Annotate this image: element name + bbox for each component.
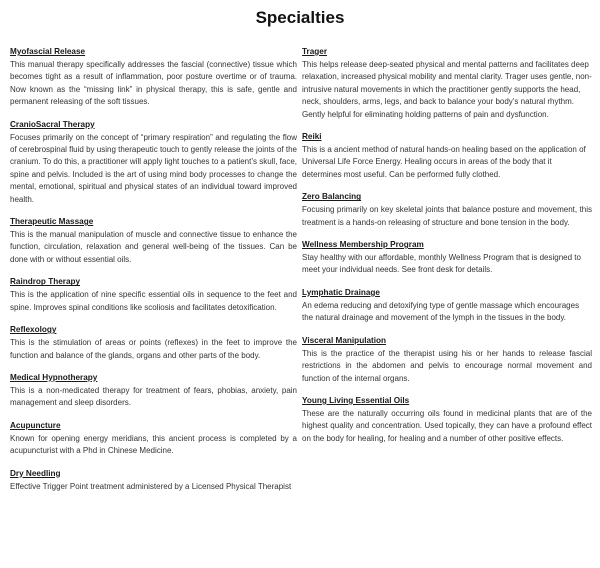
specialty-title: Trager	[302, 47, 328, 56]
specialty-lymphatic-drainage	[302, 287, 592, 325]
specialty-visceral-manipulation	[302, 335, 592, 385]
specialty-description: This is the manual manipulation of muscle and connective tissue to enhance the function, circulation, relaxation and general well-being of the tissues. Can be done with or without essential oils.	[10, 230, 297, 264]
specialty-title: Therapeutic Massage	[10, 217, 94, 227]
specialty-description: This is the application of nine specific essential oils in sequence to the feet and spine. Improves spinal conditions like scoliosis and facilitates detoxification.	[10, 290, 297, 312]
specialty-description: This manual therapy specifically addresses the fascial (connective) tissue which becomes tight as a result of inflammation, poor posture overtime or of trauma. Now known as the “missing link” in physical therapy, this is safe, gentle and permanent releasing of the soft tissues.	[10, 60, 297, 107]
specialty-description: Stay healthy with our affordable, monthly Wellness Program that is designed to meet your individual needs. See front desk for details.	[302, 253, 581, 275]
specialty-reiki	[302, 131, 592, 181]
specialty-dry-needling	[10, 468, 297, 493]
specialty-title: Raindrop Therapy	[10, 277, 81, 287]
specialty-title: Young Living Essential Oils	[302, 395, 410, 405]
specialty-reflexology	[10, 324, 297, 362]
specialty-description: This helps release deep-seated physical and mental patterns and facilitates deep relaxation, increased physical mobility and mental clarity. Trager uses gentle, non-intrusive natural movements in which the practitioner gently supports the head, neck, shoulders, arms, legs, and back to balance your body’s natural rhythm. Gently helpful for eliminating holding patterns of pain and dysfunction.	[302, 60, 592, 119]
specialty-description: This is a non-medicated therapy for treatment of fears, phobias, anxiety, pain management and sleep disorders.	[10, 385, 297, 408]
specialty-title: CranioSacral Therapy	[10, 119, 95, 129]
specialty-description: Focuses primarily on the concept of “primary respiration” and regulating the flow of cerebrospinal fluid by using therapeutic touch to gently release the joints of the cranium. To do this, a practitioner will apply light touches to a patient’s skull, face, spine and pelvis. Included is the art of using mind body processes to change the mental, emotional, spiritual and physical states of an individual toward improved health.	[10, 132, 297, 204]
specialty-title: Acupuncture	[10, 420, 61, 430]
specialty-zero-balancing	[302, 191, 592, 229]
specialty-title: Dry Needling	[10, 468, 61, 478]
specialty-raindrop-therapy	[10, 276, 297, 314]
specialty-description: Known for opening energy meridians, this ancient process is completed by a acupuncturist with a Phd in Chinese Medicine.	[10, 433, 297, 456]
specialty-therapeutic-massage	[10, 216, 297, 266]
page-title: Specialties	[255, 8, 345, 27]
specialty-young-living-essential-oils	[302, 395, 592, 445]
specialty-title: Medical Hypnotherapy	[10, 372, 98, 382]
specialty-medical-hypnotherapy	[10, 372, 297, 410]
specialty-description: This is the practice of the therapist using his or her hands to release fascial restrictions in the abdomen and pelvis to encourage normal movement and function of the internal organs.	[302, 348, 592, 383]
specialty-acupuncture	[10, 420, 297, 458]
specialty-title: Zero Balancing	[302, 192, 362, 202]
specialty-myofascial-release	[10, 46, 297, 109]
specialty-wellness-membership-program	[302, 239, 592, 277]
specialty-title: Reflexology	[10, 325, 57, 335]
specialty-description: This is a ancient method of natural hands-on healing based on the application of Universal Life Force Energy. Healing occurs in areas of the body that it determines most useful. Can be performed fully clothed.	[302, 145, 586, 179]
specialty-description: An edema reducing and detoxifying type of gentle massage which encourages the natural drainage and movement of the lymph in the tissues in the body.	[302, 300, 580, 323]
specialty-craniosacral-therapy	[10, 119, 297, 206]
left-column	[10, 46, 297, 503]
specialty-title: Reiki	[302, 132, 322, 142]
specialty-description: Effective Trigger Point treatment administered by a Licensed Physical Therapist	[10, 481, 292, 491]
right-column	[302, 46, 592, 455]
specialty-description: These are the naturally occurring oils found in medicinal plants that are of the highest quality and concentration. Used topically, they can have a profound effect on the body for healing, for healing and a number of other positive effects.	[302, 408, 592, 443]
specialty-description: This is the stimulation of areas or points (reflexes) in the feet to improve the function and balance of the glands, organs and other parts of the body.	[10, 338, 297, 360]
specialty-title: Lymphatic Drainage	[302, 287, 380, 297]
specialty-description: Focusing primarily on key skeletal joints that balance posture and movement, this treatment is a hands-on releasing of structure and bone tension in the body.	[302, 205, 592, 227]
specialty-title: Wellness Membership Program	[302, 240, 424, 250]
specialty-title: Myofascial Release	[10, 47, 86, 56]
specialty-title: Visceral Manipulation	[302, 335, 387, 345]
specialty-trager	[302, 46, 592, 121]
